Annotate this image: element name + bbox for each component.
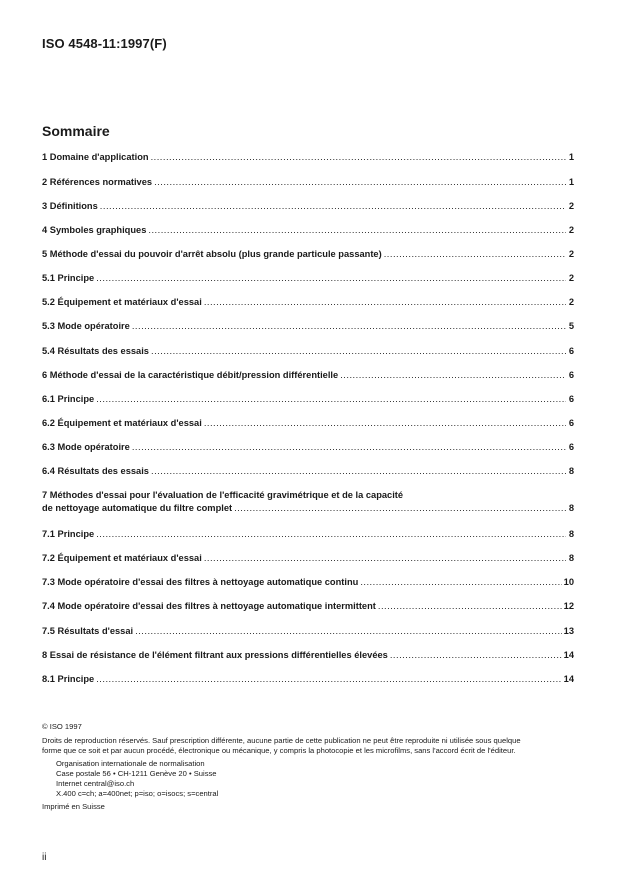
dot-leader — [135, 626, 562, 636]
dot-leader — [132, 442, 566, 452]
toc-entry[interactable] — [42, 273, 574, 287]
toc-entry[interactable] — [42, 442, 574, 456]
dot-leader — [204, 418, 566, 428]
toc-entry[interactable] — [42, 346, 574, 360]
toc-entry-page: 6 — [568, 394, 574, 404]
toc-entry-page: 1 — [568, 152, 574, 162]
toc-entry[interactable] — [42, 201, 574, 215]
toc-entry-page: 14 — [563, 674, 574, 684]
copyright-notice: © ISO 1997 — [42, 722, 82, 731]
toc-entry-page: 2 — [568, 297, 574, 307]
toc-entry-text: 3 Définitions — [42, 201, 98, 211]
printed-in: Imprimé en Suisse — [42, 802, 105, 811]
toc-entry-text: 7.5 Résultats d'essai — [42, 626, 134, 636]
toc-entry[interactable] — [42, 370, 574, 384]
toc-entry-page: 8 — [568, 466, 574, 476]
toc-entry[interactable] — [42, 529, 574, 543]
toc-entry[interactable] — [42, 553, 574, 567]
toc-entry-page: 14 — [563, 650, 574, 660]
dot-leader — [378, 601, 562, 611]
toc-entry[interactable] — [42, 249, 574, 263]
dot-leader — [96, 529, 566, 539]
dot-leader — [151, 346, 566, 356]
toc-entry-text: 5.2 Équipement et matériaux d'essai — [42, 297, 202, 307]
toc-entry-page: 2 — [568, 249, 574, 259]
dot-leader — [360, 577, 561, 587]
document-id: ISO 4548-11:1997(F) — [42, 36, 167, 51]
dot-leader — [151, 152, 566, 162]
x400-address: X.400 c=ch; a=400net; p=iso; o=isocs; s=central — [56, 789, 219, 798]
dot-leader — [96, 394, 566, 404]
dot-leader — [148, 225, 566, 235]
toc-entry-text: 5.3 Mode opératoire — [42, 321, 130, 331]
internet-address: Internet central@iso.ch — [56, 779, 135, 788]
dot-leader — [100, 201, 566, 211]
toc-entry-text: 2 Références normatives — [42, 177, 153, 187]
toc-entry[interactable] — [42, 225, 574, 239]
dot-leader — [384, 249, 566, 259]
toc-entry-page: 1 — [568, 177, 574, 187]
dot-leader — [151, 466, 566, 476]
toc-entry-text: 6.1 Principe — [42, 394, 95, 404]
colophon — [42, 722, 582, 812]
toc-entry-text: 7.2 Équipement et matériaux d'essai — [42, 553, 202, 563]
toc-entry-page: 2 — [568, 225, 574, 235]
toc-entry-page: 10 — [563, 577, 574, 587]
toc-entry-text-continued: de nettoyage automatique du filtre complet — [42, 503, 233, 513]
toc-entry[interactable] — [42, 152, 574, 166]
postal-address: Case postale 56 • CH-1211 Genève 20 • Suisse — [56, 769, 217, 778]
toc-entry[interactable] — [42, 577, 574, 591]
dot-leader — [204, 553, 566, 563]
toc-entry[interactable] — [42, 466, 574, 480]
toc-entry[interactable] — [42, 626, 574, 640]
toc-entry-text: 6.2 Équipement et matériaux d'essai — [42, 418, 202, 428]
toc-entry-text: 7.1 Principe — [42, 529, 95, 539]
toc-entry-text: 7 Méthodes d'essai pour l'évaluation de l'efficacité gravimétrique et de la capacité — [42, 490, 404, 500]
toc-entry-page: 6 — [568, 418, 574, 428]
toc-entry-text: 1 Domaine d'application — [42, 152, 149, 162]
page-number: ii — [42, 852, 47, 863]
rights-line-1: Droits de reproduction réservés. Sauf prescription différente, aucune partie de cette publication ne peut être reproduite ni utilisée sous quelque — [42, 736, 521, 745]
toc-entry-text: 6.3 Mode opératoire — [42, 442, 130, 452]
dot-leader — [204, 297, 566, 307]
toc-entry[interactable] — [42, 297, 574, 311]
toc-entry[interactable] — [42, 490, 574, 517]
toc-entry[interactable] — [42, 674, 574, 688]
toc-entry[interactable] — [42, 177, 574, 191]
reproduction-rights — [42, 736, 582, 756]
toc-entry-text: 8 Essai de résistance de l'élément filtrant aux pressions différentielles élevées — [42, 650, 388, 660]
toc-entry-text: 6 Méthode d'essai de la caractéristique débit/pression différentielle — [42, 370, 339, 380]
dot-leader — [96, 273, 566, 283]
toc-entry[interactable] — [42, 321, 574, 335]
toc-entry-text: 8.1 Principe — [42, 674, 95, 684]
dot-leader — [340, 370, 566, 380]
organization-name: Organisation internationale de normalisation — [56, 759, 205, 768]
toc-entry-page: 5 — [568, 321, 574, 331]
toc-entry-page: 6 — [568, 370, 574, 380]
toc-entry-text: 7.4 Mode opératoire d'essai des filtres à nettoyage automatique intermittent — [42, 601, 376, 611]
toc-entry-page: 8 — [568, 503, 574, 513]
toc-title: Sommaire — [42, 123, 110, 139]
toc-entry-page: 2 — [568, 201, 574, 211]
toc-entry-page: 6 — [568, 442, 574, 452]
toc-entry-page: 13 — [563, 626, 574, 636]
dot-leader — [132, 321, 566, 331]
toc-entry-text: 5.4 Résultats des essais — [42, 346, 149, 356]
toc-entry-text: 4 Symboles graphiques — [42, 225, 147, 235]
toc-entry[interactable] — [42, 601, 574, 615]
dot-leader — [390, 650, 562, 660]
toc-entry-page: 8 — [568, 529, 574, 539]
dot-leader — [234, 503, 566, 513]
toc-entry-page: 6 — [568, 346, 574, 356]
toc-entry-text: 7.3 Mode opératoire d'essai des filtres à nettoyage automatique continu — [42, 577, 359, 587]
toc-entry-page: 2 — [568, 273, 574, 283]
toc-entry-text: 5.1 Principe — [42, 273, 95, 283]
toc-entry-page: 8 — [568, 553, 574, 563]
toc-entry[interactable] — [42, 418, 574, 432]
dot-leader — [154, 177, 566, 187]
rights-line-2: forme que ce soit et par aucun procédé, électronique ou mécanique, y compris la photocopie et les microfilms, sans l'accord écrit de l'éditeur. — [42, 746, 516, 755]
toc-entry[interactable] — [42, 650, 574, 664]
toc-entry-page: 12 — [563, 601, 574, 611]
toc-entry[interactable] — [42, 394, 574, 408]
toc-entry-text: 6.4 Résultats des essais — [42, 466, 149, 476]
toc-entry-text: 5 Méthode d'essai du pouvoir d'arrêt absolu (plus grande particule passante) — [42, 249, 382, 259]
dot-leader — [96, 674, 561, 684]
